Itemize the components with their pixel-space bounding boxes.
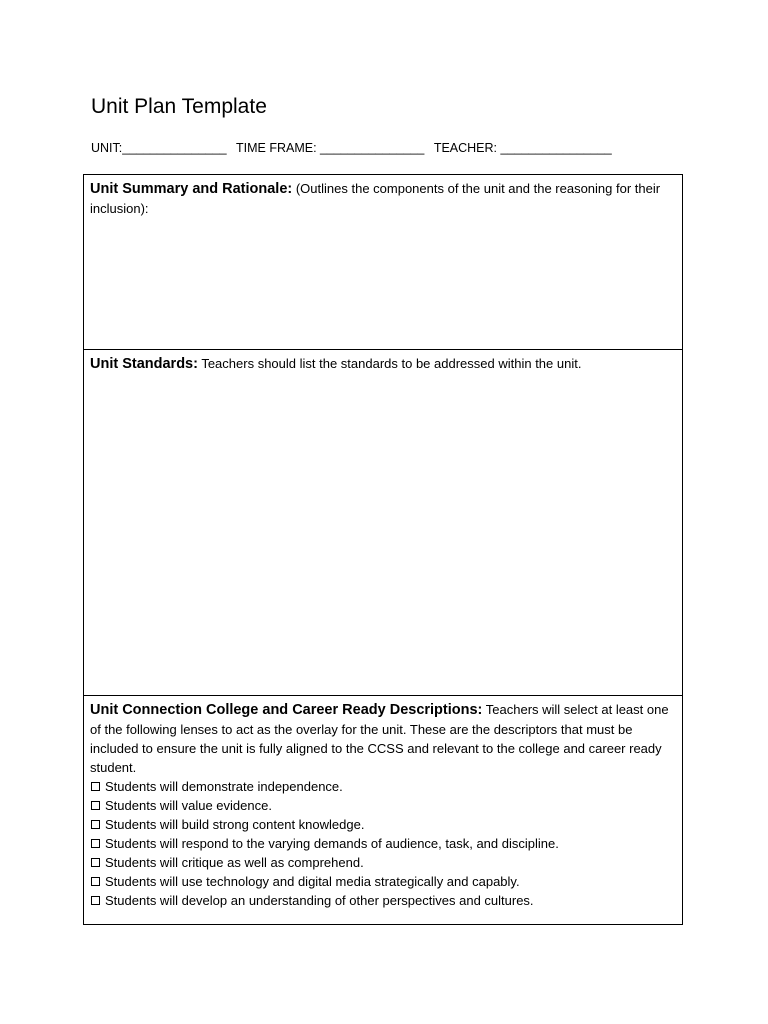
unit-connection-heading: Unit Connection College and Career Ready Descriptions: (90, 702, 483, 718)
checklist-item-label: Students will value evidence. (105, 798, 272, 813)
checkbox-icon[interactable] (91, 801, 100, 810)
checklist-item-label: Students will critique as well as comprehend. (105, 855, 364, 870)
checkbox-icon[interactable] (91, 839, 100, 848)
checklist-item[interactable] (90, 815, 676, 834)
unit-summary-description: (Outlines the components of the unit and the reasoning for their inclusion): (90, 181, 661, 216)
checklist-item[interactable] (90, 891, 676, 910)
unit-standards-section[interactable] (84, 349, 682, 695)
checklist-item[interactable] (90, 777, 676, 796)
checkbox-icon[interactable] (91, 782, 100, 791)
checkbox-icon[interactable] (91, 820, 100, 829)
unit-connection-section (84, 695, 682, 924)
unit-connection-description: Teachers will select at least one of the following lenses to act as the overlay for the unit. These are the descriptors that must be included to ensure the unit is fully aligned to the CCSS and relevant to the college and career ready student. (90, 702, 669, 775)
ccr-checklist (90, 777, 676, 910)
header-fields (91, 140, 612, 156)
page-title: Unit Plan Template (91, 95, 267, 118)
checklist-item-label: Students will develop an understanding of other perspectives and cultures. (105, 893, 534, 908)
checkbox-icon[interactable] (91, 896, 100, 905)
checklist-item[interactable] (90, 853, 676, 872)
checklist-item[interactable] (90, 796, 676, 815)
checklist-item[interactable] (90, 834, 676, 853)
checkbox-icon[interactable] (91, 877, 100, 886)
unit-summary-section[interactable] (84, 175, 682, 349)
teacher-field[interactable]: TEACHER: ________________ (433, 141, 612, 155)
time-frame-field[interactable]: TIME FRAME: _______________ (236, 141, 425, 155)
checklist-item[interactable] (90, 872, 676, 891)
unit-standards-heading: Unit Standards: (90, 356, 198, 372)
unit-plan-table (83, 174, 683, 925)
checklist-item-label: Students will respond to the varying demands of audience, task, and discipline. (105, 836, 559, 851)
unit-field[interactable]: UNIT:_______________ (91, 141, 227, 155)
unit-summary-heading: Unit Summary and Rationale: (90, 181, 293, 197)
unit-standards-description: Teachers should list the standards to be addressed within the unit. (197, 356, 582, 371)
checklist-item-label: Students will use technology and digital media strategically and capably. (105, 874, 520, 889)
checkbox-icon[interactable] (91, 858, 100, 867)
checklist-item-label: Students will demonstrate independence. (105, 779, 343, 794)
checklist-item-label: Students will build strong content knowledge. (105, 817, 365, 832)
